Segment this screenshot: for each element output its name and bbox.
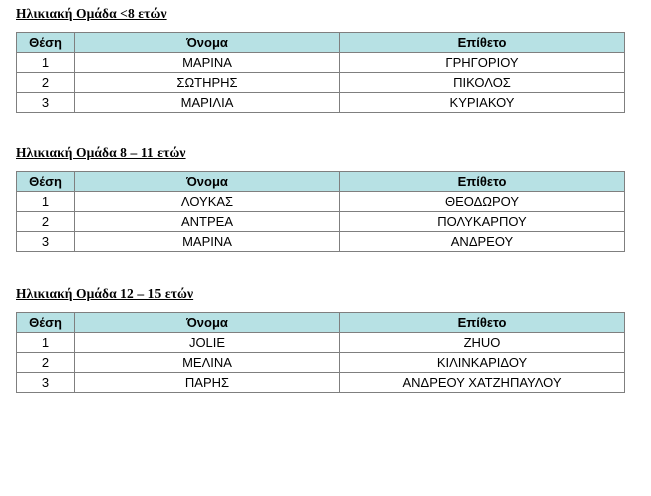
results-table-1 <box>16 32 625 113</box>
cell-position: 2 <box>17 212 75 232</box>
cell-last-name: ZHUO <box>340 333 625 353</box>
table-row <box>17 192 625 212</box>
table-header-row <box>17 33 625 53</box>
cell-last-name: ΑΝΔΡΕΟΥ <box>340 232 625 252</box>
section-title-2: Ηλικιακή Ομάδα 8 – 11 ετών <box>16 145 186 160</box>
cell-last-name: ΚΙΛΙΝΚΑΡΙΔΟΥ <box>340 353 625 373</box>
column-header-last-name: Επίθετο <box>340 172 625 192</box>
cell-first-name: ΣΩΤΗΡΗΣ <box>75 73 340 93</box>
table-row <box>17 53 625 73</box>
cell-first-name: ΜΑΡΙΛΙΑ <box>75 93 340 113</box>
results-table-2 <box>16 171 625 252</box>
cell-position: 1 <box>17 53 75 73</box>
table-header-row <box>17 313 625 333</box>
table-row <box>17 353 625 373</box>
cell-first-name: ΛΟΥΚΑΣ <box>75 192 340 212</box>
section-spacer <box>14 119 637 145</box>
section-title-3: Ηλικιακή Ομάδα 12 – 15 ετών <box>16 286 194 301</box>
cell-first-name: ΜΕΛΙΝΑ <box>75 353 340 373</box>
results-section-2 <box>14 145 637 252</box>
table-row <box>17 373 625 393</box>
column-header-position: Θέση <box>17 33 75 53</box>
cell-position: 1 <box>17 333 75 353</box>
results-section-1 <box>14 6 637 113</box>
cell-position: 3 <box>17 93 75 113</box>
table-row <box>17 212 625 232</box>
cell-position: 2 <box>17 73 75 93</box>
cell-first-name: ΠΑΡΗΣ <box>75 373 340 393</box>
section-title-1: Ηλικιακή Ομάδα <8 ετών <box>16 6 167 21</box>
cell-last-name: ΠΟΛΥΚΑΡΠΟΥ <box>340 212 625 232</box>
column-header-position: Θέση <box>17 313 75 333</box>
results-section-3 <box>14 286 637 393</box>
cell-last-name: ΠΙΚΟΛΟΣ <box>340 73 625 93</box>
cell-position: 2 <box>17 353 75 373</box>
column-header-position: Θέση <box>17 172 75 192</box>
cell-last-name: ΘΕΟΔΩΡΟΥ <box>340 192 625 212</box>
cell-position: 3 <box>17 373 75 393</box>
table-row <box>17 93 625 113</box>
column-header-first-name: Όνομα <box>75 33 340 53</box>
column-header-first-name: Όνομα <box>75 313 340 333</box>
cell-first-name: ΜΑΡΙΝΑ <box>75 232 340 252</box>
cell-last-name: ΓΡΗΓΟΡΙΟΥ <box>340 53 625 73</box>
section-spacer <box>14 258 637 286</box>
cell-position: 1 <box>17 192 75 212</box>
cell-first-name: ΜΑΡΙΝΑ <box>75 53 340 73</box>
table-header-row <box>17 172 625 192</box>
cell-first-name: JOLIE <box>75 333 340 353</box>
results-table-3 <box>16 312 625 393</box>
column-header-last-name: Επίθετο <box>340 33 625 53</box>
table-row <box>17 73 625 93</box>
cell-first-name: ΑΝΤΡΕΑ <box>75 212 340 232</box>
cell-last-name: ΑΝΔΡΕΟΥ ΧΑΤΖΗΠΑΥΛΟΥ <box>340 373 625 393</box>
table-row <box>17 333 625 353</box>
cell-last-name: ΚΥΡΙΑΚΟΥ <box>340 93 625 113</box>
column-header-last-name: Επίθετο <box>340 313 625 333</box>
cell-position: 3 <box>17 232 75 252</box>
column-header-first-name: Όνομα <box>75 172 340 192</box>
table-row <box>17 232 625 252</box>
